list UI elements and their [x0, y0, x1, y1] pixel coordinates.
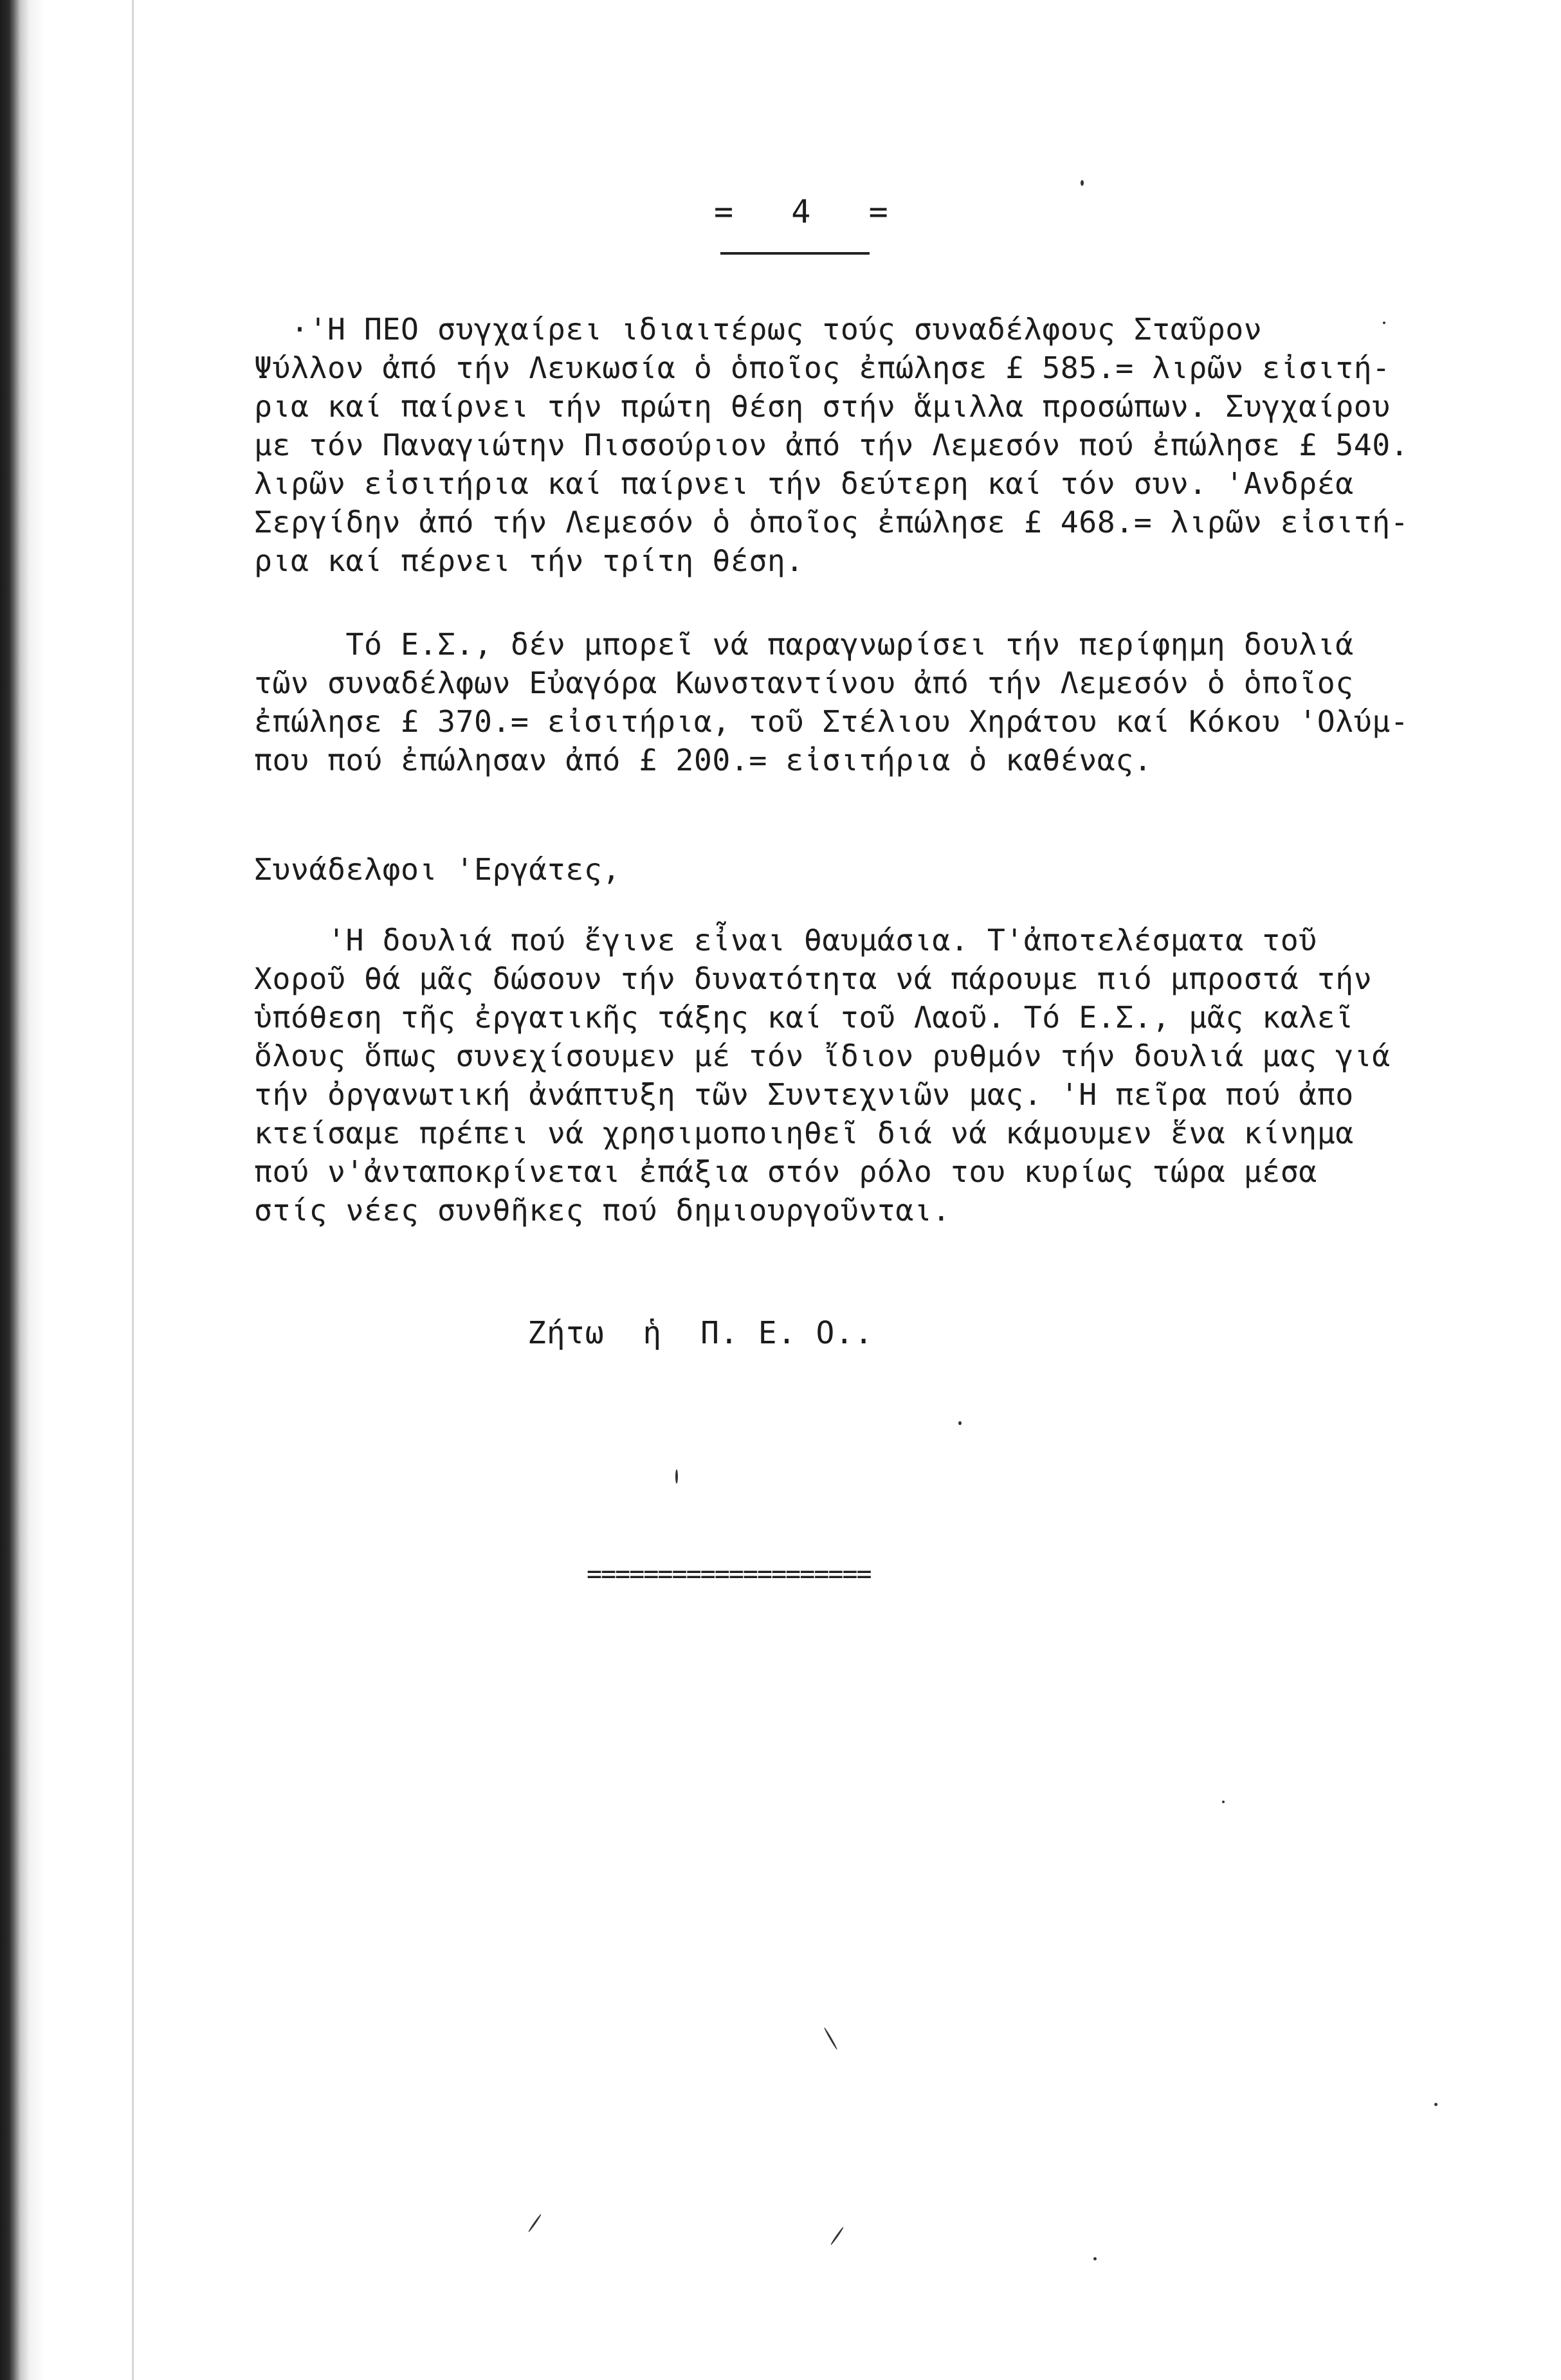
scan-speck — [1081, 180, 1084, 186]
text-line: με τόν Παναγιώτην Πισσούριον ἀπό τήν Λεμεσόν πού ἐπώλησε £ 540. — [254, 428, 1409, 462]
scan-speck — [958, 1421, 962, 1425]
text-line: Ψύλλον ἀπό τήν Λευκωσία ὁ ὁποῖος ἐπώλησε £ 585.= λιρῶν εἰσιτή- — [254, 350, 1391, 385]
text-line: πού ν'ἀνταποκρίνεται ἐπάξια στόν ρόλο του κυρίως τώρα μέσα — [254, 1154, 1317, 1189]
text-line: ·'Η ΠΕΟ συγχαίρει ιδιαιτέρως τούς συναδέλφους Σταῦρον — [254, 312, 1263, 347]
closing-double-rule: ==================== — [587, 1561, 871, 1587]
text-line: λιρῶν εἰσιτήρια καί παίρνει τήν δεύτερη καί τόν συν. 'Ανδρέα — [254, 466, 1354, 501]
text-line: 'Η δουλιά πού ἔγινε εἶναι θαυμάσια. Τ'ἀποτελέσματα τοῦ — [254, 923, 1317, 958]
text-line: τῶν συναδέλφων Εὐαγόρα Κωνσταντίνου ἀπό τήν Λεμεσόν ὁ ὁποῖος — [254, 666, 1354, 700]
text-line: στίς νέες συνθῆκες πού δημιουργοῦνται. — [254, 1193, 951, 1228]
scan-page-fold-line — [132, 0, 134, 2380]
scan-speck — [830, 2226, 844, 2246]
text-line: ρια καί παίρνει τήν πρώτη θέση στήν ἅμιλλα προσώπων. Συγχαίρου — [254, 389, 1391, 424]
text-line: ρια καί πέρνει τήν τρίτη θέση. — [254, 543, 804, 578]
scan-speck — [1093, 2257, 1097, 2260]
scan-speck — [1434, 2103, 1438, 2106]
scan-speck — [823, 2027, 838, 2050]
signoff-slogan: Ζήτω ἡ Π. Ε. Ο.. — [527, 1315, 874, 1351]
text-line: ὅλους ὅπως συνεχίσουμεν μέ τόν ἴδιον ρυθμόν τήν δουλιά μας γιά — [254, 1039, 1391, 1073]
text-line: κτείσαμε πρέπει νά χρησιμοποιηθεῖ διά νά κάμουμεν ἕνα κίνημα — [254, 1116, 1354, 1150]
text-line: ἐπώλησε £ 370.= εἰσιτήρια, τοῦ Στέλιου Χηράτου καί Κόκου 'Ολύμ- — [254, 704, 1409, 739]
salutation: Συνάδελφοι 'Εργάτες, — [254, 852, 621, 887]
text-line: τήν ὀργανωτική ἀνάπτυξη τῶν Συντεχνιῶν μας. 'Η πεῖρα πού ἀπο — [254, 1077, 1354, 1112]
scan-speck — [675, 1469, 678, 1484]
text-line: Χοροῦ θά μᾶς δώσουν τήν δυνατότητα νά πάρουμε πιό μπροστά τήν — [254, 961, 1373, 996]
scan-binding-edge — [0, 0, 138, 2380]
text-line: Σεργίδην ἀπό τήν Λεμεσόν ὁ ὁποῖος ἐπώλησε £ 468.= λιρῶν εἰσιτή- — [254, 505, 1409, 540]
scan-speck — [1383, 322, 1385, 324]
text-line: που πού ἐπώλησαν ἀπό £ 200.= εἰσιτήρια ὁ καθένας. — [254, 743, 1153, 777]
scan-speck — [1222, 1801, 1225, 1803]
text-line: ὑπόθεση τῆς ἐργατικῆς τάξης καί τοῦ Λαοῦ. Τό Ε.Σ., μᾶς καλεῖ — [254, 1000, 1354, 1035]
page-number-underline — [720, 252, 870, 255]
scan-speck — [528, 2213, 542, 2233]
text-line: Τό Ε.Σ., δέν μπορεῖ νά παραγνωρίσει τήν περίφημη δουλιά — [254, 627, 1354, 662]
page-number: = 4 = — [714, 193, 895, 230]
